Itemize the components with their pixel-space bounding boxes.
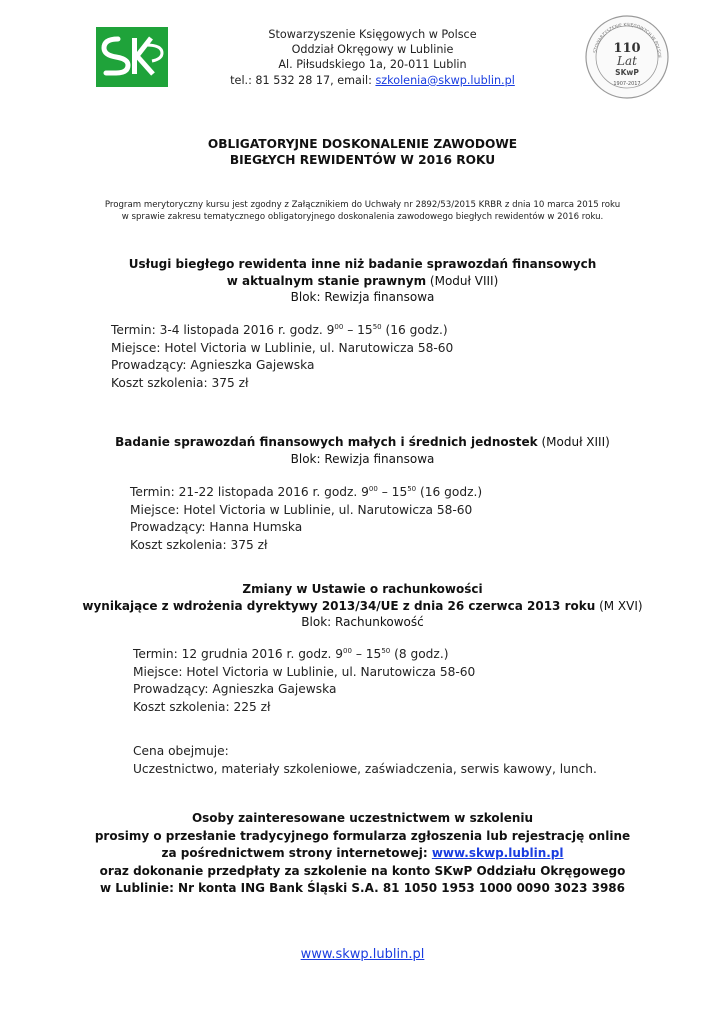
course-3-cost: Koszt szkolenia: 225 zł [133,699,271,714]
price-includes [133,743,597,778]
course-2-details [130,484,482,554]
course-3-term: Termin: 12 grudnia 2016 r. godz. $9^{00} - 15^{50}$ (8 godz.) [133,647,449,661]
seal-years: 1907-2017 [613,81,641,87]
registration-line-5: w Lublinie: Nr konta ING Bank Śląski S.A. 81 1050 1953 1000 0090 3023 3986 [100,881,625,895]
course-3-title [40,581,685,631]
course-3-trainer: Prowadzący: Agnieszka Gajewska [133,682,337,696]
title-line-1: OBLIGATORYJNE DOSKONALENIE ZAWODOWE [207,137,518,151]
course-2-trainer: Prowadzący: Hanna Humska [130,520,303,534]
phone-text: tel.: 81 532 28 17, email: [230,73,376,87]
address: Al. Piłsudskiego 1a, 20-011 Lublin [278,58,467,72]
branch-name: Oddział Okręgowy w Lublinie [291,43,454,57]
footer-website-link[interactable]: www.skwp.lublin.pl [300,947,425,962]
seal-script: Lat [617,54,637,68]
course-2-block: Blok: Rewizja finansowa [290,451,435,466]
registration-line-4: oraz dokonanie przedpłaty za szkolenie na konto SKwP Oddziału Okręgowego [99,863,626,878]
course-1-term: Termin: 3-4 listopada 2016 r. godz. $9^{00} - 15^{50}$ (16 godz.) [111,323,448,337]
program-line-2: w sprawie zakresu tematycznego obligatoryjnego doskonalenia zawodowego biegłych rewidentów w 2016 roku. [121,211,604,222]
course-3-title-line-1: Zmiany w Ustawie o rachunkowości [242,582,483,596]
organization-header [175,27,570,88]
course-1-place: Miejsce: Hotel Victoria w Lublinie, ul. Narutowicza 58-60 [111,340,454,355]
course-1-title-line-2: w aktualnym stanie prawnym [226,273,427,288]
course-2-module: (Moduł XIII) [537,435,610,449]
course-2-title-line-1: Badanie sprawozdań finansowych małych i średnich jednostek [115,435,538,449]
registration-website-link[interactable]: www.skwp.lublin.pl [431,846,564,860]
contact-line [175,73,570,88]
course-1-cost: Koszt szkolenia: 375 zł [111,375,249,390]
document-title [60,136,665,168]
course-1-trainer: Prowadzący: Agnieszka Gajewska [111,358,315,372]
anniversary-seal [584,14,670,100]
course-1-details [111,322,453,392]
course-2-place: Miejsce: Hotel Victoria w Lublinie, ul. Narutowicza 58-60 [130,502,473,517]
course-2-title [40,434,685,467]
skwp-logo [96,27,168,87]
price-label: Cena obejmuje: [133,744,229,758]
footer [200,947,525,962]
course-3-block: Blok: Rachunkowość [301,615,424,629]
seal-ring-text: STOWARZYSZENIE KSIĘGOWYCH W POLSCE [593,22,662,59]
course-1-title [40,256,685,306]
course-2-cost: Koszt szkolenia: 375 zł [130,537,268,552]
course-3-title-line-2: wynikające z wdrożenia dyrektywy 2013/34/UE z dnia 26 czerwca 2013 roku [82,598,596,613]
course-2-term: Termin: 21-22 listopada 2016 r. godz. $9^{00} - 15^{50}$ (16 godz.) [130,485,483,499]
registration-info [30,810,695,898]
price-items: Uczestnictwo, materiały szkoleniowe, zaświadczenia, serwis kawowy, lunch. [133,761,597,776]
registration-line-2: prosimy o przesłanie tradycyjnego formularza zgłoszenia lub rejestrację online [94,828,631,843]
program-note [60,200,665,223]
course-3-place: Miejsce: Hotel Victoria w Lublinie, ul. Narutowicza 58-60 [133,664,476,679]
program-line-1: Program merytoryczny kursu jest zgodny z Załącznikiem do Uchwały nr 2892/53/2015 KRBR z dnia 10 marca 2015 roku [104,200,621,210]
course-1-title-line-1: Usługi biegłego rewidenta inne niż badanie sprawozdań finansowych [128,257,597,271]
email-link[interactable]: szkolenia@skwp.lublin.pl [375,73,515,87]
organization-name: Stowarzyszenie Księgowych w Polsce [268,28,477,41]
seal-number: 110 [613,41,641,56]
registration-line-1: Osoby zainteresowane uczestnictwem w szkoleniu [191,811,534,825]
title-line-2: BIEGŁYCH REWIDENTÓW W 2016 ROKU [229,153,496,167]
course-3-module: (M XVI) [595,598,643,613]
course-3-details [133,646,475,716]
course-1-module: (Moduł VIII) [426,273,499,288]
course-1-block: Blok: Rewizja finansowa [290,290,435,304]
seal-acronym: SKwP [615,68,639,77]
registration-line-3: za pośrednictwem strony internetowej: www.skwp.lublin.pl [161,846,564,860]
